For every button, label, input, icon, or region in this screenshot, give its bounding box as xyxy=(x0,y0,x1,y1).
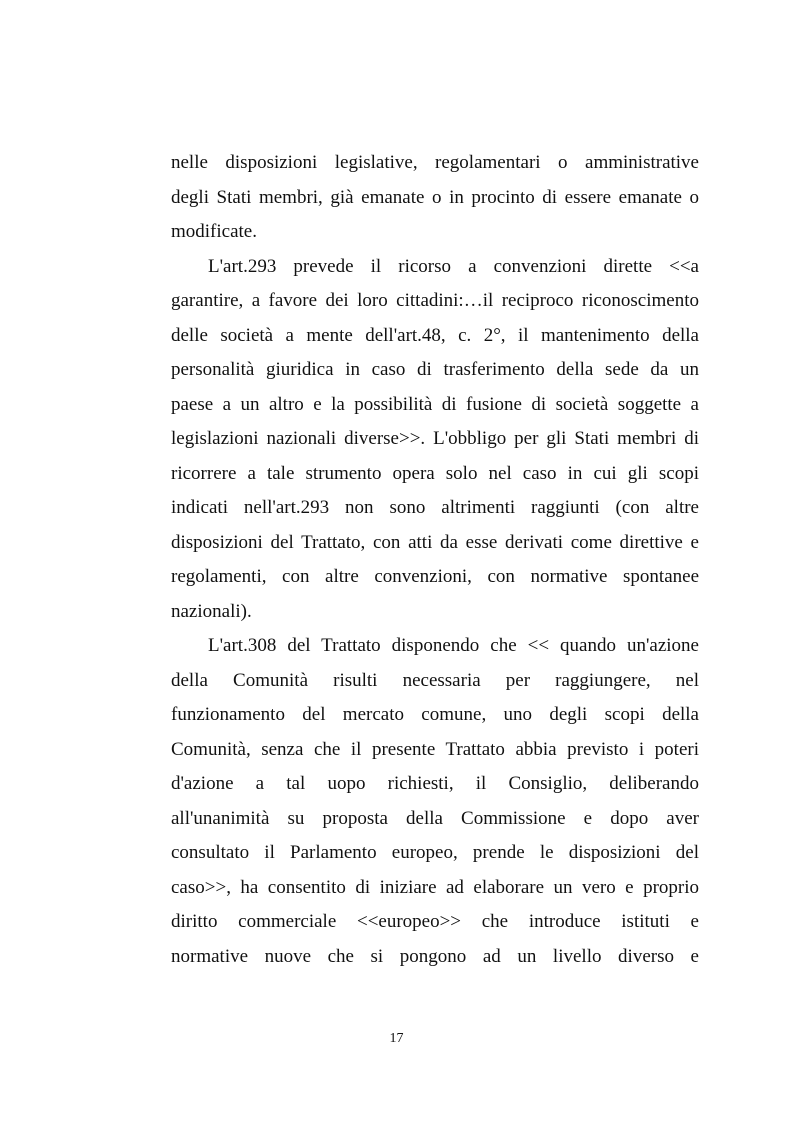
text-line: degli Stati membri, già emanate o in procinto di essere emanate o xyxy=(171,186,699,208)
text-line: legislazioni nazionali diverse>>. L'obbligo per gli Stati membri di xyxy=(171,428,699,449)
text-line: funzionamento del mercato comune, uno degli scopi della xyxy=(171,704,699,725)
text-line: diritto commerciale <<europeo>> che introduce istituti e xyxy=(171,911,699,932)
text-line: indicati nell'art.293 non sono altrimenti raggiunti (con altre xyxy=(171,497,699,518)
text-line: paese a un altro e la possibilità di fusione di società soggette a xyxy=(171,393,699,415)
text-line: L'art.293 prevede il ricorso a convenzioni dirette <<a xyxy=(208,255,699,277)
text-line: all'unanimità su proposta della Commissione e dopo aver xyxy=(171,807,699,829)
text-line: L'art.308 del Trattato disponendo che << quando un'azione xyxy=(208,635,699,656)
text-line: nelle disposizioni legislative, regolamentari o amministrative xyxy=(171,152,699,173)
text-line: garantire, a favore dei loro cittadini:…il reciproco riconoscimento xyxy=(171,290,699,311)
text-line: della Comunità risulti necessaria per raggiungere, nel xyxy=(171,669,699,691)
text-line: Comunità, senza che il presente Trattato abbia previsto i poteri xyxy=(171,738,699,760)
text-line: caso>>, ha consentito di iniziare ad elaborare un vero e proprio xyxy=(171,876,699,898)
text-line: personalità giuridica in caso di trasferimento della sede da un xyxy=(171,359,699,380)
text-line: ricorrere a tale strumento opera solo nel caso in cui gli scopi xyxy=(171,462,699,484)
text-line: regolamenti, con altre convenzioni, con normative spontanee xyxy=(171,566,699,587)
paragraph xyxy=(171,629,699,974)
text-line: nazionali). xyxy=(171,600,252,622)
text-line: modificate. xyxy=(171,221,257,242)
page-number: 17 xyxy=(389,1031,404,1046)
text-line: d'azione a tal uopo richiesti, il Consiglio, deliberando xyxy=(171,773,699,794)
document-body xyxy=(171,146,699,974)
paragraph xyxy=(171,250,699,630)
text-line: consultato il Parlamento europeo, prende le disposizioni del xyxy=(171,842,699,863)
paragraph xyxy=(171,146,699,250)
text-line: normative nuove che si pongono ad un livello diverso e xyxy=(171,945,699,967)
text-line: disposizioni del Trattato, con atti da esse derivati come direttive e xyxy=(171,531,699,553)
text-line: delle società a mente dell'art.48, c. 2°, il mantenimento della xyxy=(171,324,699,346)
